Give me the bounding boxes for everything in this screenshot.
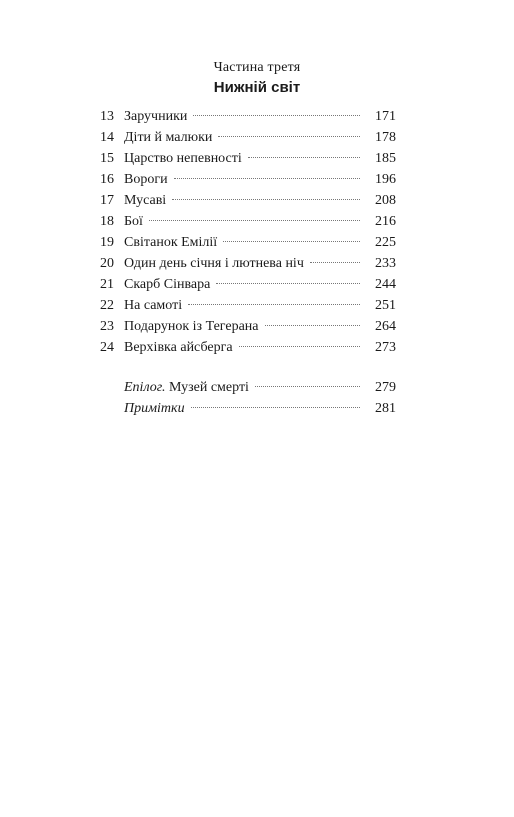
chapter-title: Подарунок із Тегерана — [124, 319, 259, 334]
chapter-number: 13 — [100, 109, 114, 124]
toc-row-notes[interactable] — [100, 398, 396, 419]
toc-row-24[interactable] — [100, 337, 396, 358]
toc-row-17[interactable] — [100, 190, 396, 211]
section-gap — [100, 358, 396, 377]
epilogue-label: Епілог. — [124, 380, 166, 395]
chapter-number: 23 — [100, 319, 114, 334]
page-number: 244 — [375, 277, 396, 292]
chapter-title: Вороги — [124, 172, 168, 187]
toc-row-epilogue[interactable] — [100, 377, 396, 398]
dot-leader — [149, 220, 360, 221]
toc-row-14[interactable] — [100, 127, 396, 148]
dot-leader — [193, 115, 360, 116]
chapter-number: 20 — [100, 256, 114, 271]
table-of-contents — [100, 106, 396, 419]
dot-leader — [172, 199, 360, 200]
page-number: 273 — [375, 340, 396, 355]
page-number: 208 — [375, 193, 396, 208]
epilogue-title: Музей смерті — [165, 380, 249, 395]
chapter-number: 16 — [100, 172, 114, 187]
chapter-title: Бої — [124, 214, 143, 229]
toc-row-16[interactable] — [100, 169, 396, 190]
page-number: 196 — [375, 172, 396, 187]
toc-row-22[interactable] — [100, 295, 396, 316]
chapter-number: 22 — [100, 298, 114, 313]
toc-row-23[interactable] — [100, 316, 396, 337]
toc-row-18[interactable] — [100, 211, 396, 232]
dot-leader — [223, 241, 360, 242]
dot-leader — [174, 178, 360, 179]
toc-row-19[interactable] — [100, 232, 396, 253]
chapter-number: 17 — [100, 193, 114, 208]
chapter-number: 18 — [100, 214, 114, 229]
dot-leader — [239, 346, 360, 347]
dot-leader — [191, 407, 360, 408]
page-number: 171 — [375, 109, 396, 124]
toc-row-21[interactable] — [100, 274, 396, 295]
toc-row-15[interactable] — [100, 148, 396, 169]
chapter-title: Один день січня і лютнева ніч — [124, 256, 304, 271]
chapter-number: 15 — [100, 151, 114, 166]
dot-leader — [218, 136, 360, 137]
dot-leader — [310, 262, 360, 263]
chapter-title: Мусаві — [124, 193, 167, 208]
dot-leader — [216, 283, 360, 284]
page-number: 233 — [375, 256, 396, 271]
page-number: 281 — [375, 401, 396, 416]
chapter-number: 24 — [100, 340, 114, 355]
chapter-title: Світанок Емілії — [124, 235, 218, 250]
chapter-title: Діти й малюки — [124, 130, 213, 145]
dot-leader — [265, 325, 361, 326]
dot-leader — [255, 386, 360, 387]
page-number: 178 — [375, 130, 396, 145]
page-number: 225 — [375, 235, 396, 250]
dot-leader — [188, 304, 360, 305]
chapter-title: Верхівка айсберга — [124, 340, 233, 355]
part-label: Частина третя — [213, 60, 301, 75]
chapter-title: Скарб Сінвара — [124, 277, 211, 292]
page-number: 264 — [375, 319, 396, 334]
part-title: Нижній світ — [213, 79, 301, 96]
toc-row-20[interactable] — [100, 253, 396, 274]
page-number: 216 — [375, 214, 396, 229]
chapter-title — [124, 377, 255, 398]
chapter-number: 14 — [100, 130, 114, 145]
page-number: 279 — [375, 380, 396, 395]
chapter-number: 19 — [100, 235, 114, 250]
chapter-number: 21 — [100, 277, 114, 292]
dot-leader — [248, 157, 360, 158]
notes-label: Примітки — [124, 401, 185, 416]
toc-row-13[interactable] — [100, 106, 396, 127]
chapter-title: Заручники — [124, 109, 188, 124]
page-number: 251 — [375, 298, 396, 313]
page-number: 185 — [375, 151, 396, 166]
chapter-title: На самоті — [124, 298, 183, 313]
chapter-title: Царство непевності — [124, 151, 242, 166]
